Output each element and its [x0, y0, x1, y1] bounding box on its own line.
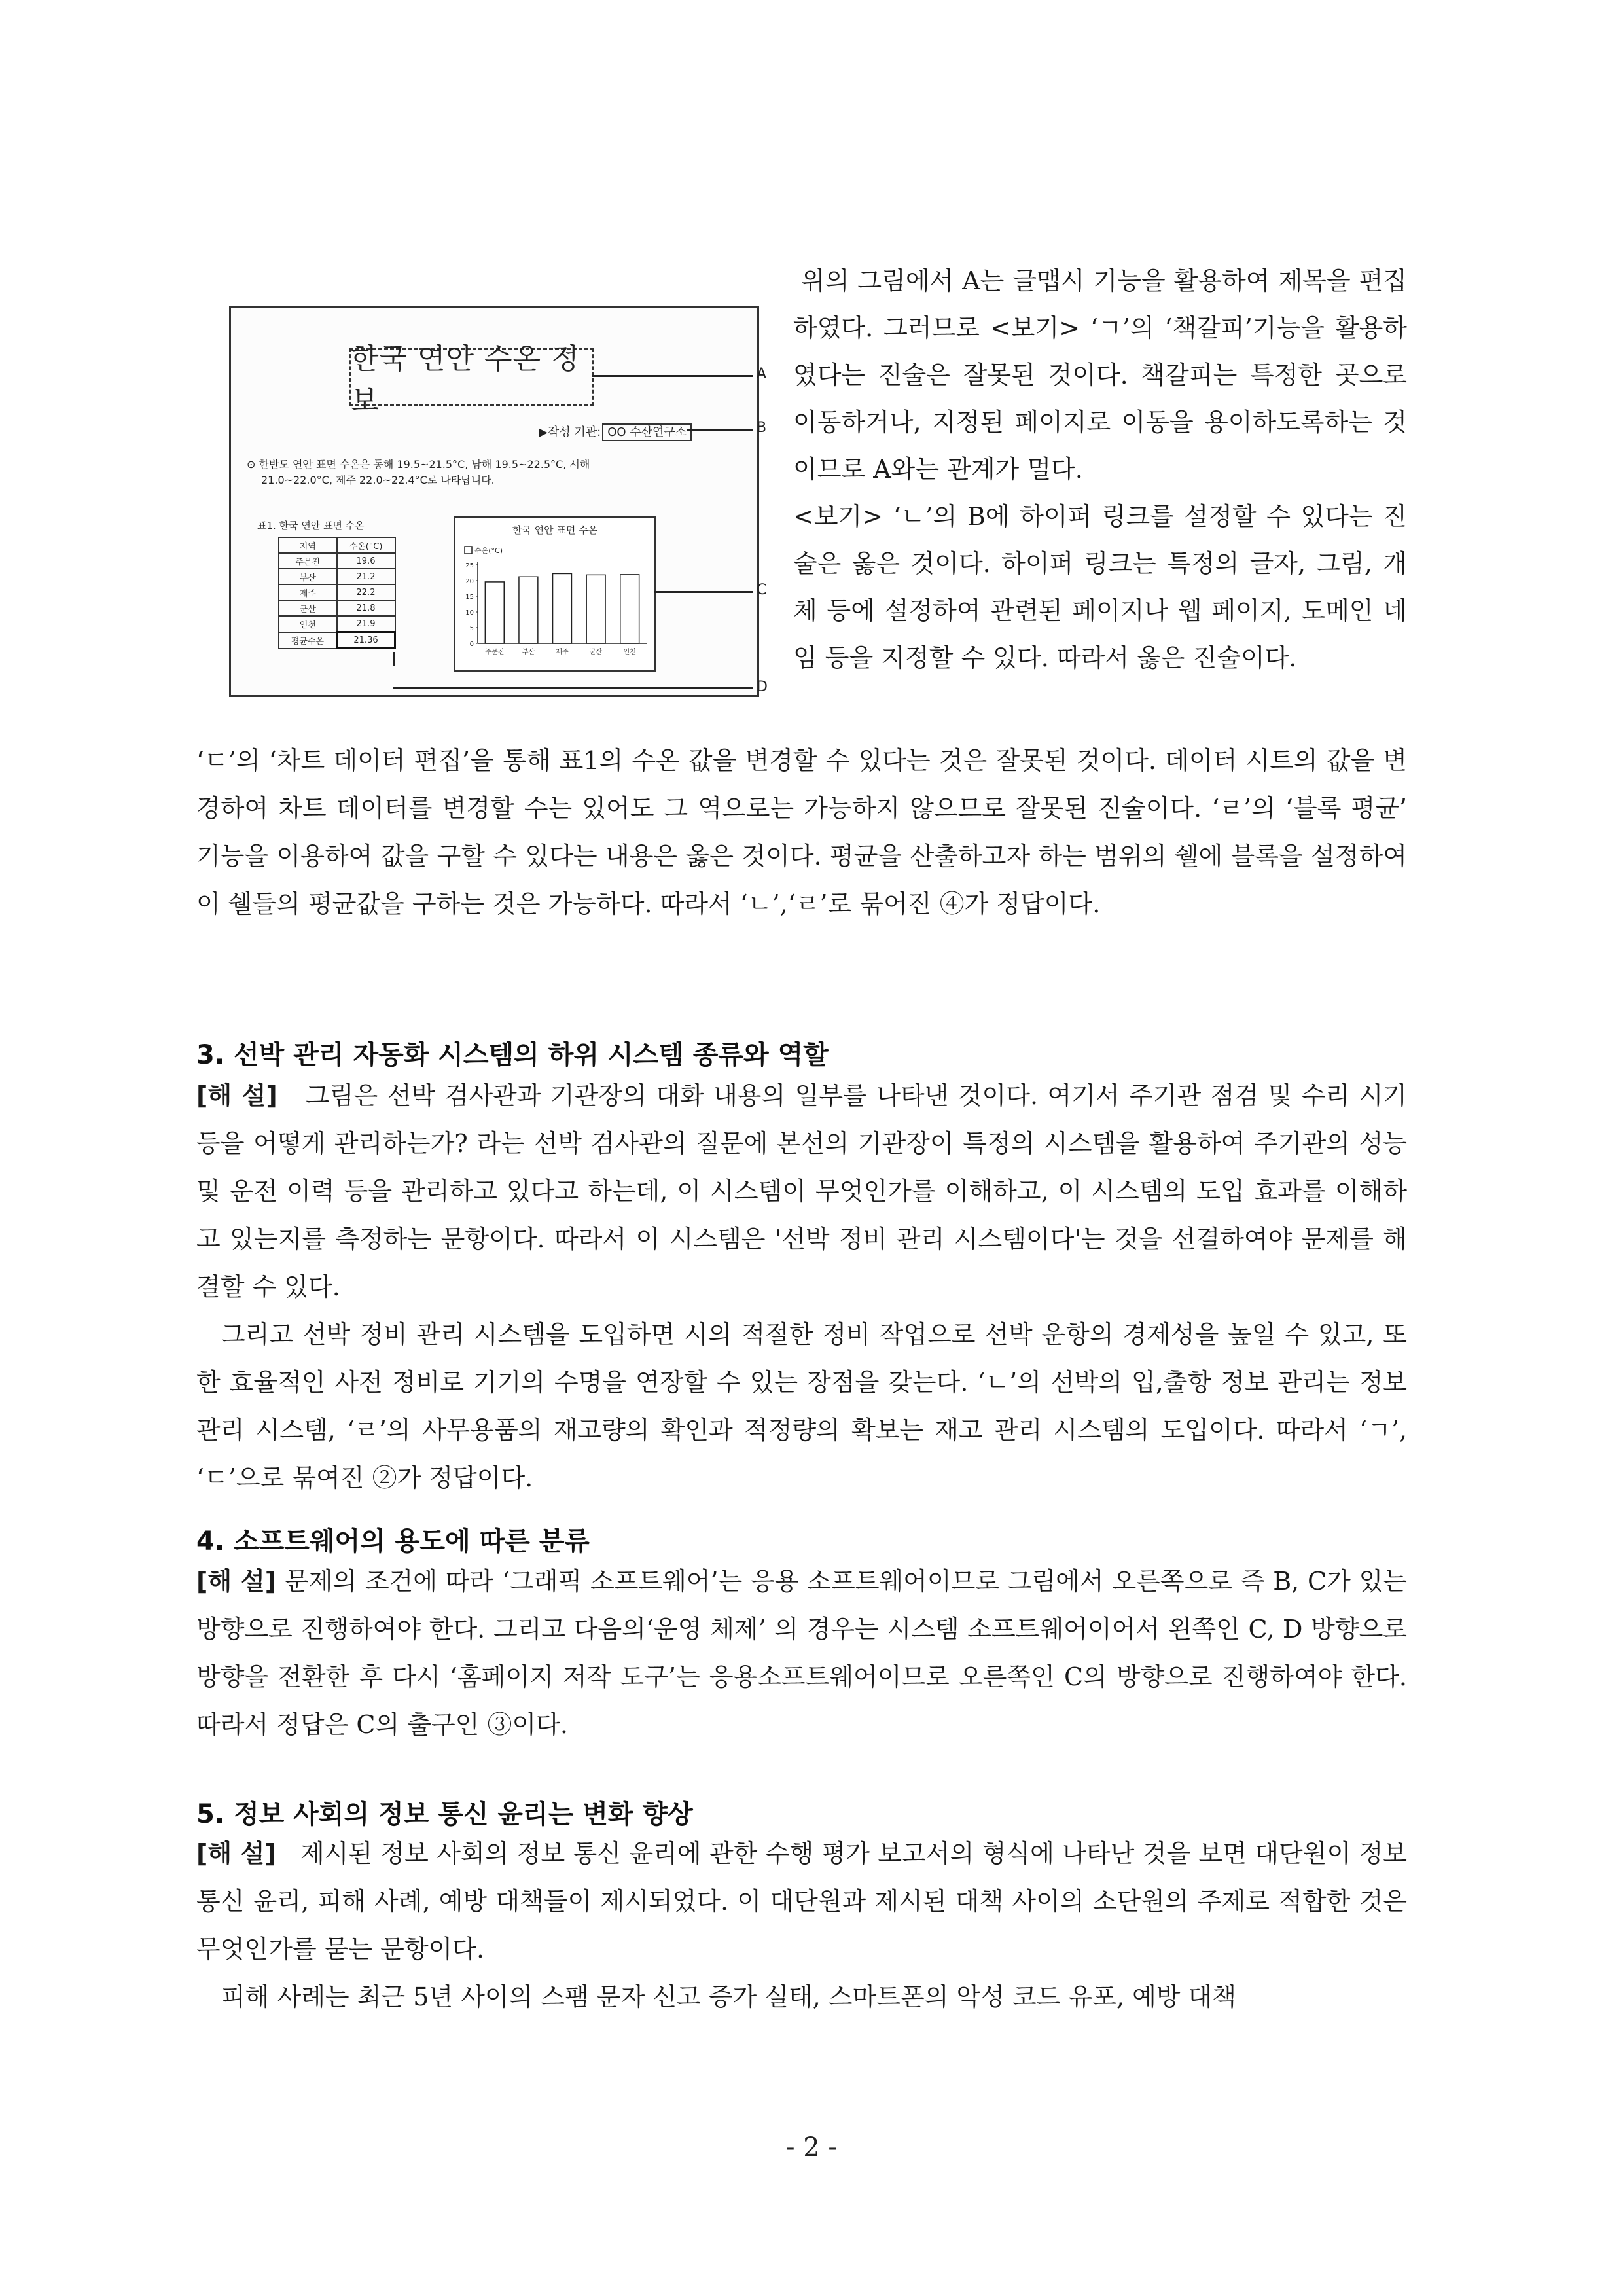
callout-line-a — [592, 375, 753, 377]
legend-label: 수온(°C) — [474, 547, 503, 555]
x-tick-label: 제주 — [556, 649, 569, 656]
author-prefix: ▶작성 기관: — [539, 425, 601, 439]
section-4-heading: 4. 소프트웨어의 용도에 따른 분류 — [196, 1526, 590, 1556]
callout-line-b — [687, 429, 753, 431]
table-row-average — [279, 632, 395, 649]
table-header-row — [279, 537, 395, 553]
legend-swatch — [465, 547, 472, 554]
table-row — [279, 600, 395, 616]
y-tick-label: 5 — [469, 625, 474, 632]
bar-chart — [454, 516, 656, 672]
section-5-text-1: 제시된 정보 사회의 정보 통신 윤리에 관한 수행 평가 보고서의 형식에 나타난 것을 보면 대단원이 정보 통신 윤리, 피해 사례, 예방 대책들이 제시되었다. 이 대단원과 제시된 대책 사이의 소단원의 주제로 적합한 것은 무엇인가를 묻는 문항이다. — [196, 1839, 1408, 1964]
commentary-label: [해 설] — [196, 1567, 277, 1596]
chart-bar — [553, 573, 572, 643]
section-3-paragraph-1 — [196, 1072, 1407, 1311]
commentary-label: [해 설] — [196, 1839, 276, 1868]
callout-vert-d — [393, 652, 395, 666]
table-cell-region: 군산 — [279, 600, 337, 616]
commentary-label: [해 설] — [196, 1081, 277, 1110]
table-cell-temp: 22.2 — [337, 584, 395, 600]
figure-frame — [229, 306, 759, 697]
table-header: 지역 — [279, 537, 337, 553]
table-cell-temp: 21.9 — [337, 616, 395, 632]
section-4-paragraph-1 — [196, 1558, 1407, 1749]
author-org: OO 수산연구소 — [602, 423, 692, 441]
continued-paragraph: ‘ㄷ’의 ‘차트 데이터 편집’을 통해 표1의 수온 값을 변경할 수 있다는 것은 잘못된 것이다. 데이터 시트의 값을 변경하여 차트 데이터를 변경할 수는 있어도 그 역으로는 가능하지 않으므로 잘못된 진술이다. ‘ㄹ’의 ‘블록 평균’ 기능을 이용하여 값을 구할 수 있다는 내용은 옳은 것이다. 평균을 산출하고자 하는 범위의 쉘에 블록을 설정하여 이 쉘들의 평균값을 구하는 것은 가능하다. 따라서 ‘ㄴ’,‘ㄹ’로 묶어진 ④가 정답이다. — [196, 746, 1407, 918]
section-3-heading: 3. 선박 관리 자동화 시스템의 하위 시스템 종류와 역할 — [196, 1040, 829, 1070]
y-tick-label: 25 — [465, 562, 474, 569]
callout-label-c: C — [757, 582, 767, 598]
callout-label-a: A — [757, 366, 767, 382]
chart-bar — [485, 582, 504, 643]
table-cell-region: 인천 — [279, 616, 337, 632]
table-cell-avg-label: 평균수온 — [279, 632, 337, 649]
bar-chart-svg — [455, 518, 654, 670]
y-tick-label: 20 — [465, 578, 474, 585]
y-tick-label: 10 — [465, 609, 474, 617]
page-number: - 2 - — [786, 2132, 837, 2162]
y-tick-label: 0 — [469, 641, 474, 648]
chart-title: 한국 연안 표면 수온 — [512, 524, 598, 536]
section-5-heading: 5. 정보 사회의 정보 통신 윤리는 변화 향상 — [196, 1799, 693, 1829]
figure-note-line2: 21.0~22.0°C, 제주 22.0~22.4°C로 나타납니다. — [261, 474, 495, 486]
temperature-table — [278, 537, 396, 649]
callout-label-b: B — [757, 420, 767, 436]
table-row — [279, 616, 395, 632]
table-cell-region: 부산 — [279, 569, 337, 584]
figure-note — [247, 457, 613, 488]
table-header: 수온(°C) — [337, 537, 395, 553]
section-5-paragraph-2: 피해 사례는 최근 5년 사이의 스팸 문자 신고 증가 실태, 스마트폰의 악성 코드 유포, 예방 대책 — [221, 1982, 1237, 2011]
section-3-paragraph-2: 그리고 선박 정비 관리 시스템을 도입하면 시의 적절한 정비 작업으로 선박 운항의 경제성을 높일 수 있고, 또한 효율적인 사전 정비로 기기의 수명을 연장할 수 있는 장점을 갖는다. ‘ㄴ’의 선박의 입,출항 정보 관리는 정보 관리 시스템, ‘ㄹ’의 사무용품의 재고량의 확인과 적정량의 확보는 재고 관리 시스템의 도입이다. 따라서 ‘ㄱ’, ‘ㄷ’으로 묶여진 ②가 정답이다. — [196, 1320, 1407, 1492]
x-tick-label: 군산 — [589, 649, 603, 656]
table-cell-temp: 19.6 — [337, 553, 395, 569]
callout-line-d — [393, 687, 753, 689]
side-paragraph-a: 위의 그림에서 A는 글맵시 기능을 활용하여 제목을 편집하였다. 그러므로 <보기> ‘ㄱ’의 ‘책갈피’기능을 활용하였다는 진술은 잘못된 것이다. 책갈피는 특정한 곳으로 이동하거나, 지정된 페이지로 이동을 용이하도록하는 것이므로 A와는 관계가 멀다. — [793, 266, 1407, 484]
section-4-text-1: 문제의 조건에 따라 ‘그래픽 소프트웨어’는 응용 소프트웨어이므로 그림에서 오른쪽으로 즉 B, C가 있는 방향으로 진행하여야 한다. 그리고 다음의‘운영 체제’ 의 경우는 시스템 소프트웨어이어서 왼쪽인 C, D 방향으로 방향을 전환한 후 다시 ‘홈페이지 저작 도구’는 응용소프트웨어이므로 오른쪽인 C의 방향으로 진행하여야 한다. 따라서 정답은 C의 출구인 ③이다. — [196, 1567, 1407, 1739]
figure-coastal-temperature — [229, 306, 792, 725]
section-3-text-1: 그림은 선박 검사관과 기관장의 대화 내용의 일부를 나타낸 것이다. 여기서 주기관 점검 및 수리 시기 등을 어떻게 관리하는가? 라는 선박 검사관의 질문에 본선의 기관장이 특정의 시스템을 활용하여 주기관의 성능 및 운전 이력 등을 관리하고 있다고 하는데, 이 시스템이 무엇인가를 이해하고, 이 시스템의 도입 효과를 이해하고 있는지를 측정하는 문항이다. 따라서 이 시스템은 '선박 정비 관리 시스템이다'는 것을 선결하여야 문제를 해결할 수 있다. — [196, 1081, 1407, 1301]
chart-bar — [519, 577, 538, 643]
chart-bar — [586, 575, 605, 643]
table-row — [279, 553, 395, 569]
x-tick-label: 인천 — [623, 649, 636, 656]
figure-author — [539, 423, 692, 440]
table-cell-region: 제주 — [279, 584, 337, 600]
chart-bar — [620, 575, 639, 643]
side-text-column — [793, 257, 1407, 681]
callout-line-c — [654, 591, 753, 593]
x-tick-label: 부산 — [522, 649, 535, 656]
x-tick-label: 주문진 — [485, 649, 505, 656]
table-row — [279, 584, 395, 600]
table-cell-region: 주문진 — [279, 553, 337, 569]
y-tick-label: 15 — [465, 594, 474, 601]
table-cell-temp: 21.2 — [337, 569, 395, 584]
continued-text — [196, 737, 1407, 928]
callout-label-d: D — [757, 679, 768, 695]
section-3-body — [196, 1072, 1407, 1502]
figure-title: 한국 연안 수온 정보 — [349, 348, 594, 406]
section-4-body — [196, 1558, 1407, 1749]
table-row — [279, 569, 395, 584]
table-cell-temp: 21.8 — [337, 600, 395, 616]
section-5-body — [196, 1830, 1407, 2021]
side-paragraph-b: <보기> ‘ㄴ’의 B에 하이퍼 링크를 설정할 수 있다는 진술은 옳은 것이다. 하이퍼 링크는 특정의 글자, 그림, 개체 등에 설정하여 관련된 페이지나 웹 페이지, 도메인 네임 등을 지정할 수 있다. 따라서 옳은 진술이다. — [793, 502, 1407, 672]
table-title: 표1. 한국 연안 표면 수온 — [257, 520, 365, 531]
figure-note-line1: ⊙ 한반도 연안 표면 수온은 동해 19.5~21.5°C, 남해 19.5~22.5°C, 서해 — [247, 458, 590, 471]
table-cell-avg-value: 21.36 — [337, 632, 395, 649]
section-5-paragraph-1 — [196, 1830, 1407, 1973]
